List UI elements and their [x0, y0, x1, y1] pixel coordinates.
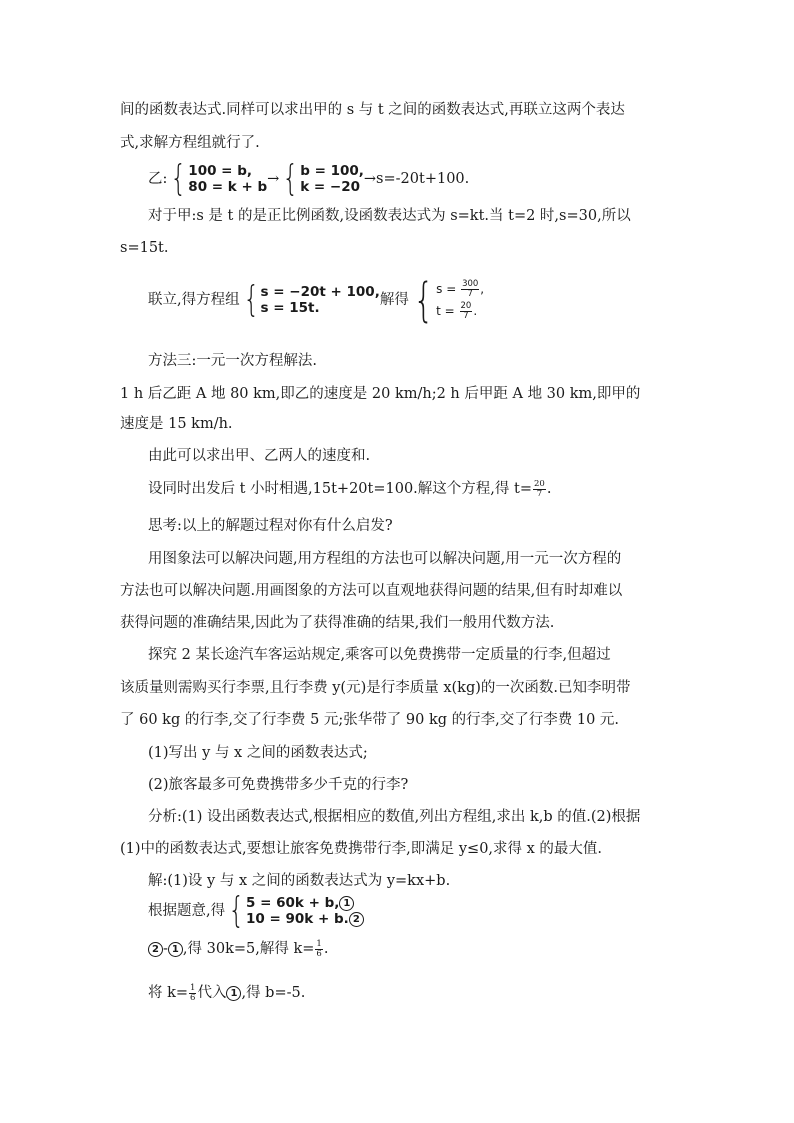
text-line: 分析:(1) 设出函数表达式,根据相应的数值,列出方程组,求出 k,b 的值.(2)根据 [148, 809, 641, 825]
equation-row: 10 = 90k + b. 2 [246, 911, 364, 927]
text-line: 获得问题的准确结果,因此为了获得准确的结果,我们一般用代数方法. [120, 615, 555, 631]
text-line: 方法也可以解决问题.用画图象的方法可以直观地获得问题的结果,但有时却难以 [120, 583, 623, 599]
brace-icon: { [243, 279, 260, 320]
text-line: s=15t. [120, 240, 169, 256]
arrow-icon: → [267, 171, 280, 187]
text-line: 思考:以上的解题过程对你有什么启发? [148, 518, 393, 534]
circled-number-1: 1 [339, 896, 354, 911]
brace-icon: { [228, 890, 245, 931]
label: 联立,得方程组 [148, 292, 240, 308]
equation-system [240, 279, 380, 320]
text-line: 将 k= $\frac{1}{6}$ 代入 1 ,得 b=-5. [148, 982, 306, 1003]
equation-row: s = 15t. [260, 300, 320, 316]
equation-yi [148, 160, 469, 198]
text-line: 了 60 kg 的行李,交了行李费 5 元;张华带了 90 kg 的行李,交了行李费 10 元. [120, 712, 620, 728]
equation-system [225, 890, 364, 931]
result-text: →s=-20t+100. [363, 171, 470, 187]
solution-row: t = $\frac{20}{7}$ . [436, 301, 478, 321]
equation-row: 5 = 60k + b, 1 [246, 895, 364, 911]
solution-system [409, 273, 485, 327]
circled-number-1: 1 [226, 986, 241, 1001]
equation-row: 80 = k + b [188, 179, 268, 195]
circled-number-2: 2 [349, 912, 364, 927]
brace-icon: { [282, 158, 299, 199]
brace-icon: { [413, 273, 434, 327]
equation-solution [148, 892, 364, 930]
equation-joint [148, 272, 484, 328]
text-line: 速度是 15 km/h. [120, 416, 233, 432]
equation-system [167, 158, 268, 199]
equation-row: s = −20t + 100, [260, 284, 380, 300]
equation-row: 100 = b, [188, 163, 252, 179]
solution-row: s = $\frac{300}{7}$ , [436, 279, 485, 299]
fraction: $\frac{1}{6}$ [316, 938, 322, 959]
equation-row: b = 100, [300, 163, 364, 179]
equation-row: k = −20 [300, 179, 361, 195]
question: (1)写出 y 与 x 之间的函数表达式; [148, 745, 368, 761]
fraction: $\frac{1}{6}$ [190, 982, 196, 1003]
equation-system [279, 158, 364, 199]
section-title: 方法三:一元一次方程解法. [148, 353, 317, 369]
circled-number-1: 1 [168, 942, 183, 957]
text-line: 该质量则需购买行李票,且行李费 y(元)是行李质量 x(kg)的一次函数.已知李明带 [120, 680, 631, 696]
label: 根据题意,得 [148, 903, 226, 919]
label: 乙: [148, 171, 168, 187]
text-line: 间的函数表达式.同样可以求出甲的 s 与 t 之间的函数表达式,再联立这两个表达 [120, 102, 625, 118]
text-line: 式,求解方程组就行了. [120, 135, 260, 151]
brace-icon: { [170, 158, 187, 199]
fraction: $\frac{20}{7}$ [460, 301, 472, 321]
text-line: (1)中的函数表达式,要想让旅客免费携带行李,即满足 y≤0,求得 x 的最大值. [120, 841, 603, 857]
text-line: 2 - 1 ,得 30k=5,解得 k= $\frac{1}{6}$ . [148, 938, 328, 960]
question: (2)旅客最多可免费携带多少千克的行李? [148, 777, 409, 793]
text-line: 用图象法可以解决问题,用方程组的方法也可以解决问题,用一元一次方程的 [148, 551, 622, 567]
label: 解得 [379, 292, 409, 308]
text-line: 1 h 后乙距 A 地 80 km,即乙的速度是 20 km/h;2 h 后甲距 A 地 30 km,即甲的 [120, 386, 641, 402]
fraction: $\frac{20}{7}$ [534, 478, 545, 499]
text-line: 解:(1)设 y 与 x 之间的函数表达式为 y=kx+b. [148, 873, 451, 889]
text-line: 探究 2 某长途汽车客运站规定,乘客可以免费携带一定质量的行李,但超过 [148, 647, 611, 663]
fraction: $\frac{300}{7}$ [462, 279, 479, 299]
text-line: 对于甲:s 是 t 的是正比例函数,设函数表达式为 s=kt.当 t=2 时,s=30,所以 [148, 208, 631, 224]
text-line: 设同时出发后 t 小时相遇,15t+20t=100.解这个方程,得 t= $\frac{20}{7}$ . [148, 478, 552, 499]
text-line: 由此可以求出甲、乙两人的速度和. [148, 448, 371, 464]
circled-number-2: 2 [148, 942, 163, 957]
